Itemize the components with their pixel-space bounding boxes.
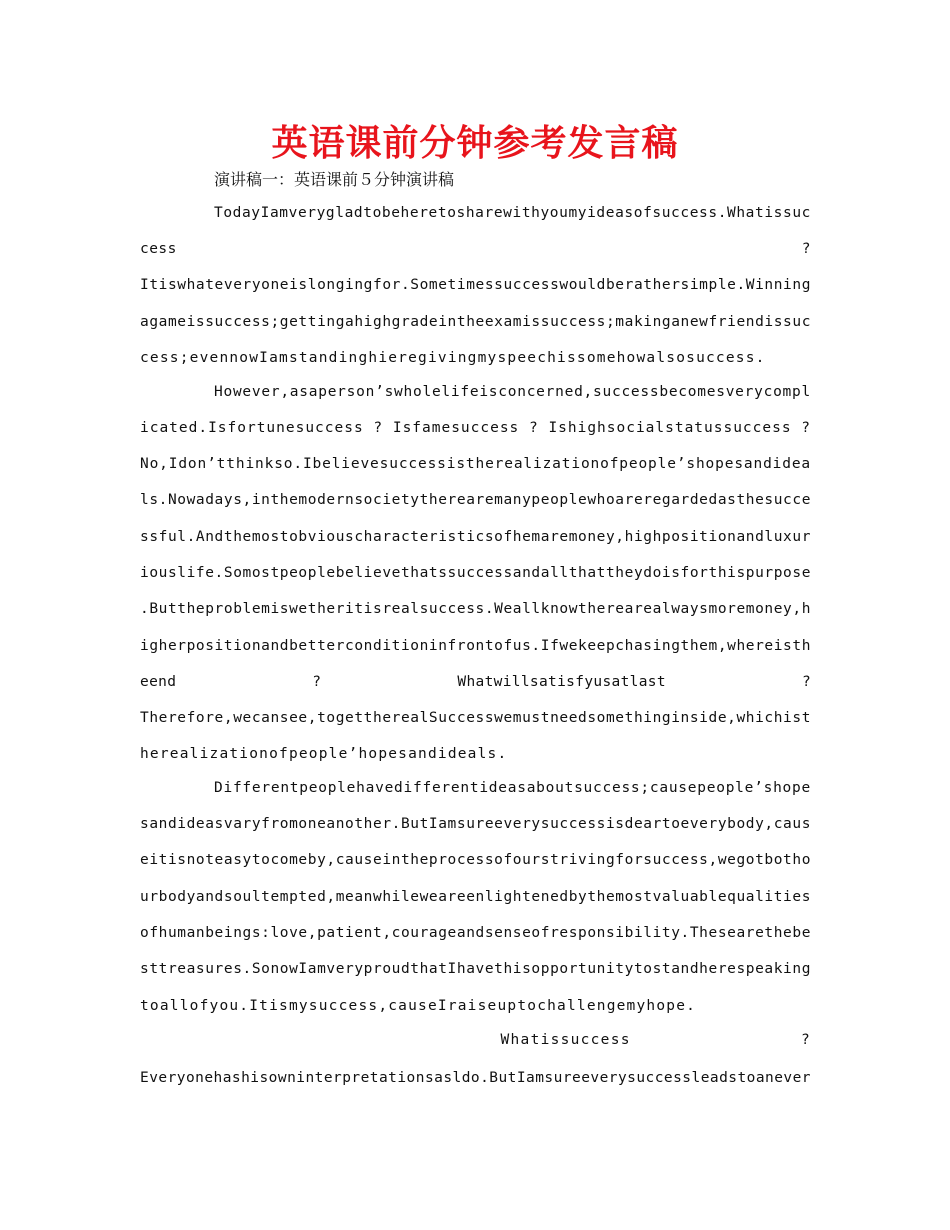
body-line: Everyonehashisowninterpretationsasldo.ButIamsureeverysuccessleadstoanever bbox=[140, 1070, 811, 1086]
body-line: TodayIamverygladtobeheretosharewithyoumyideasofsuccess.Whatissuc bbox=[214, 205, 811, 221]
document-title: 英语课前分钟参考发言稿 bbox=[271, 123, 679, 164]
body-line: sttreasures.SonowIamveryproudthatIhavethisopportunitytostandherespeaking bbox=[140, 961, 811, 977]
body-line: No,Idon’tthinkso.Ibelievesuccessistherealizationofpeople’shopesandidea bbox=[140, 456, 811, 472]
body-line: .Buttheproblemiswetheritisrealsuccess.Weallknowtherearealwaysmoremoney,h bbox=[140, 601, 811, 617]
body-line: Whatissuccess ? bbox=[140, 1032, 811, 1048]
body-line: agameissuccess;gettingahighgradeintheexamissuccess;makinganewfriendissuc bbox=[140, 314, 811, 330]
body-line: cess;evennowIamstandinghieregivingmyspeechissomehowalsosuccess. bbox=[140, 350, 766, 366]
body-line: ls.Nowadays,inthemodernsocietytherearemanypeoplewhoareregardedasthesucce bbox=[140, 492, 811, 508]
body-line: eitisnoteasytocomeby,causeintheprocessofourstrivingforsuccess,wegotbotho bbox=[140, 852, 811, 868]
body-line: However,asaperson’swholelifeisconcerned,successbecomesverycompl bbox=[214, 384, 811, 400]
body-line: Differentpeoplehavedifferentideasaboutsuccess;causepeople’shope bbox=[214, 780, 811, 796]
body-line: Therefore,wecansee,togettherealSuccesswemustneedsomethinginside,whichist bbox=[140, 710, 811, 726]
speech-subtitle: 演讲稿一：英语课前５分钟演讲稿 bbox=[214, 170, 455, 189]
body-line: cess ? bbox=[140, 241, 811, 257]
body-line: ofhumanbeings:love,patient,courageandsenseofresponsibility.Thesearethebe bbox=[140, 925, 811, 941]
body-line: eend ? Whatwillsatisfyusatlast ? bbox=[140, 674, 811, 690]
body-line: herealizationofpeople’hopesandideals. bbox=[140, 746, 508, 762]
body-line: icated.Isfortunesuccess ? Isfamesuccess ? Ishighsocialstatussuccess ? bbox=[140, 420, 811, 436]
body-line: sandideasvaryfromoneanother.ButIamsureeverysuccessisdeartoeverybody,caus bbox=[140, 816, 811, 832]
body-line: iouslife.Somostpeoplebelievethatssuccessandallthattheydoisforthispurpose bbox=[140, 565, 811, 581]
body-line: Itiswhateveryoneislongingfor.Sometimessuccesswouldberathersimple.Winning bbox=[140, 277, 811, 293]
body-line: ssful.Andthemostobviouscharacteristicsofhemaremoney,highpositionandluxur bbox=[140, 529, 811, 545]
body-line: igherpositionandbetterconditioninfrontofus.Ifwekeepchasingthem,whereisth bbox=[140, 638, 811, 654]
body-line: toallofyou.Itismysuccess,causeIraiseuptochallengemyhope. bbox=[140, 998, 697, 1014]
body-line: urbodyandsoultempted,meanwhileweareenlightenedbythemostvaluablequalities bbox=[140, 889, 811, 905]
